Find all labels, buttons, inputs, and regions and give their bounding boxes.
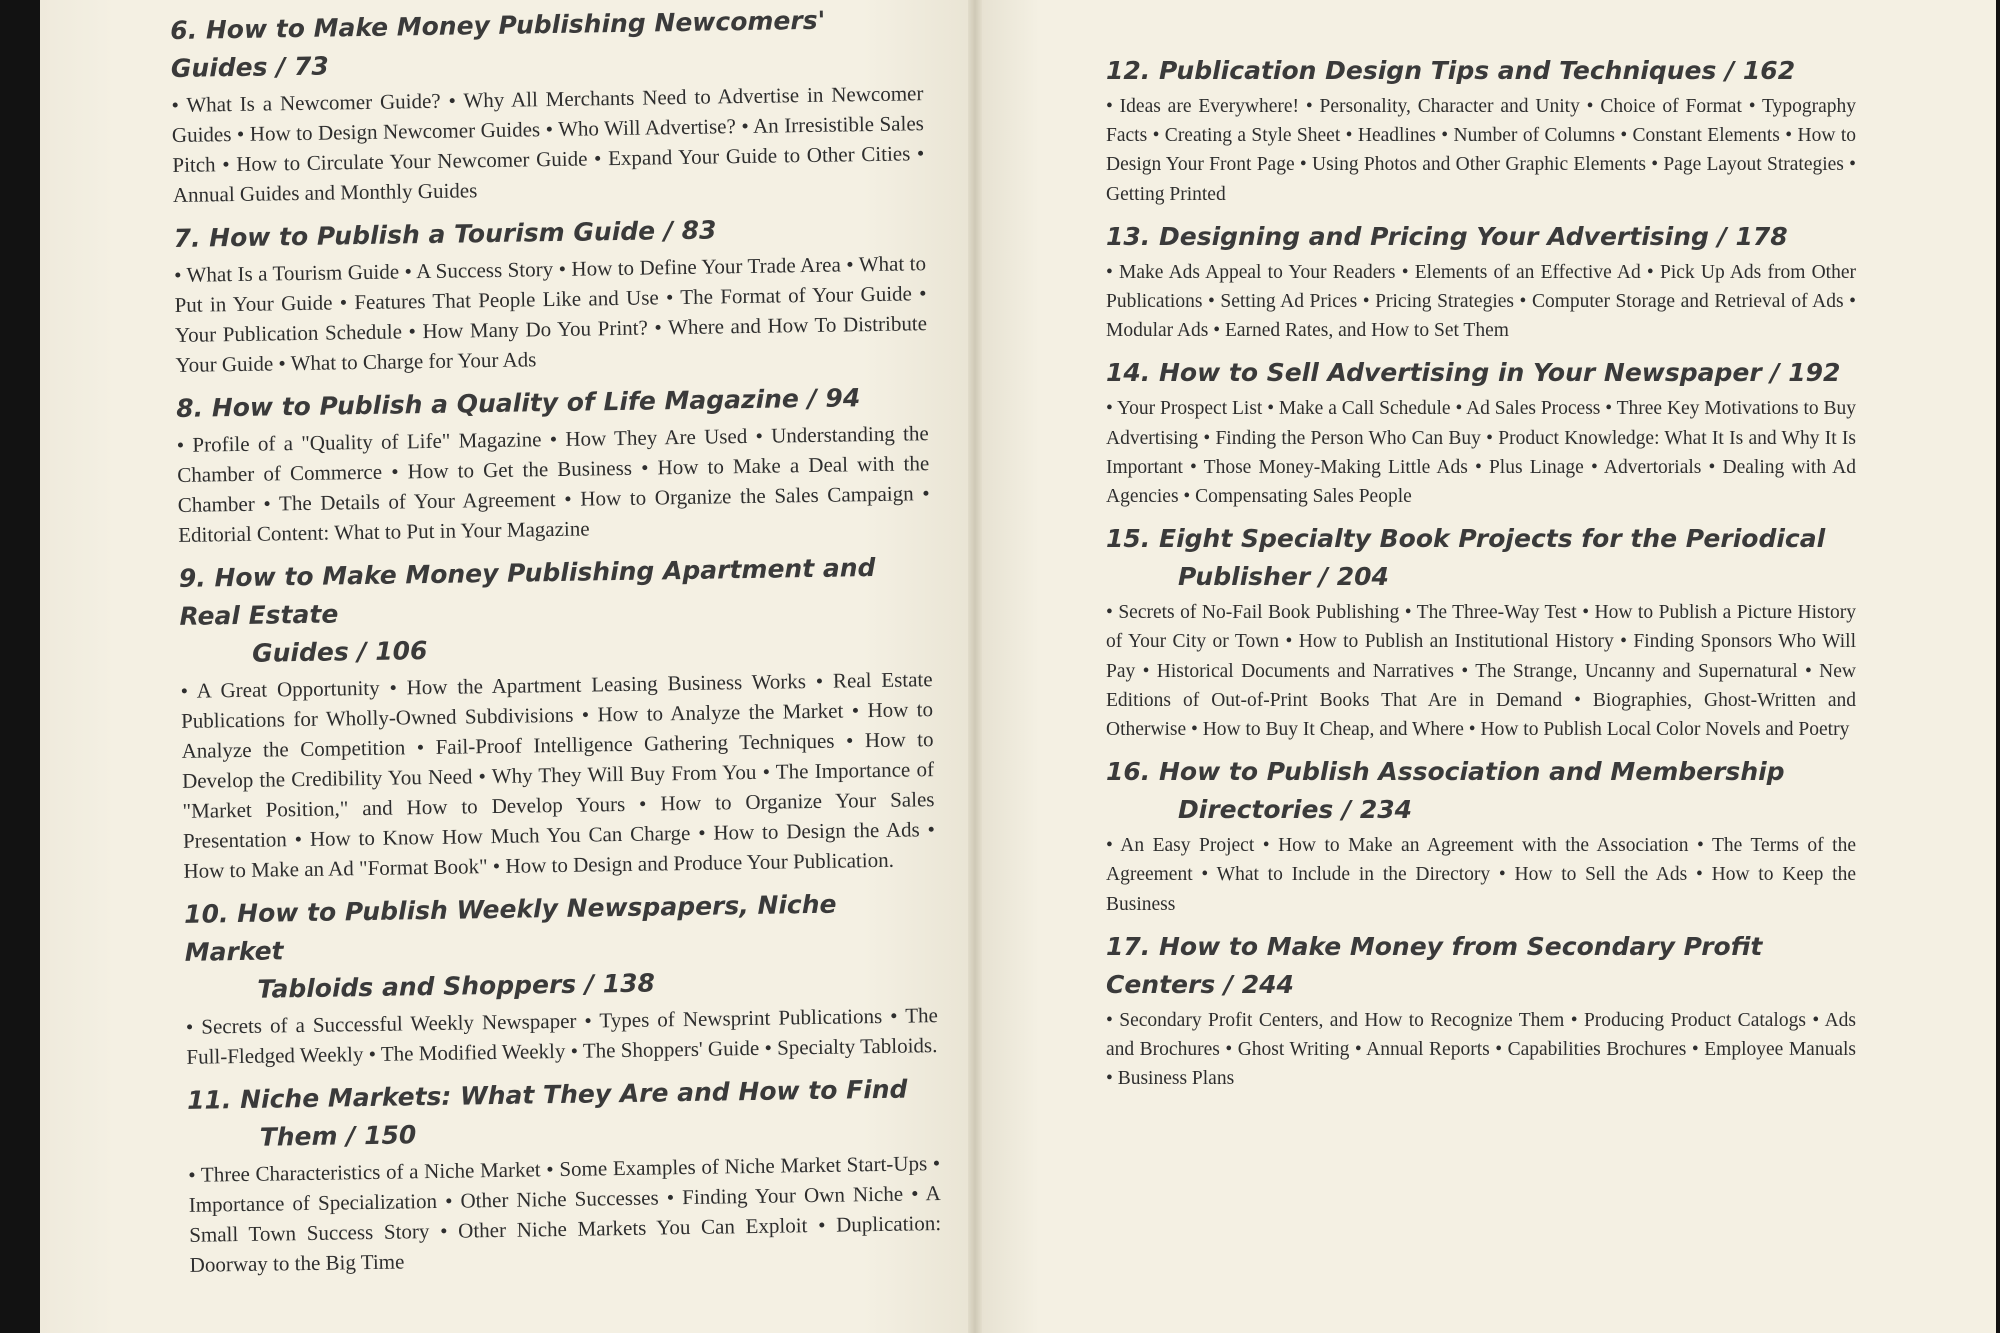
chapter-heading — [1106, 52, 1856, 90]
chapter-title: 12. Publication Design Tips and Techniques / 162 — [1106, 56, 1796, 85]
toc-entry-16 — [1106, 753, 1856, 919]
book-gutter — [968, 0, 982, 1333]
chapter-topics: • Secondary Profit Centers, and How to Recognize Them • Producing Product Catalogs • Ads and Brochures • Ghost Writing • Annual Reports • Capabilities Brochures • Employee Manuals • Business Plans — [1106, 1009, 1856, 1090]
chapter-title: 8. How to Publish a Quality of Life Magazine / 94 — [176, 383, 861, 423]
chapter-title-continued: Them / 150 — [259, 1120, 417, 1152]
toc-entry-12 — [1106, 52, 1856, 209]
chapter-topics: • What Is a Newcomer Guide? • Why All Merchants Need to Advertise in Newcomer Guides • How to Design Newcomer Guides • Who Will Advertise? • An Irresistible Sales Pitch • How to Circulate Your Newcomer Guide • Expand Your Guide to Other Cities • Annual Guides and Monthly Guides — [171, 81, 925, 207]
right-page-contents — [1106, 52, 1856, 1102]
left-page-contents — [170, 0, 942, 1290]
chapter-title: 16. How to Publish Association and Membership — [1106, 757, 1785, 787]
toc-entry-8 — [176, 378, 930, 550]
chapter-heading — [1106, 354, 1856, 392]
chapter-heading — [184, 884, 938, 1010]
chapter-heading — [179, 548, 933, 674]
chapter-heading — [1106, 753, 1856, 829]
chapter-heading — [1106, 520, 1856, 596]
chapter-topics: • What Is a Tourism Guide • A Success Story • How to Define Your Trade Area • What to Put in Your Guide • Features That People Like and Use • The Format of Your Guide • Your Publication Schedule • How Many Do You Print? • Where and How To Distribute Your Guide • What to Charge for Your Ads — [173, 251, 928, 377]
toc-entry-13 — [1106, 218, 1856, 346]
chapter-title: 10. How to Publish Weekly Newspapers, Niche Market — [183, 889, 837, 967]
toc-entry-11 — [187, 1070, 942, 1280]
chapter-title: 9. How to Make Money Publishing Apartment and Real Estate — [178, 552, 876, 631]
chapter-topics: • Three Characteristics of a Niche Market • Some Examples of Niche Market Start-Ups • Importance of Specialization • Other Niche Successes • Finding Your Own Niche • A Small Town Success Story • Other Niche Markets You Can Exploit • Duplication: Doorway to the Big Time — [188, 1151, 942, 1277]
chapter-heading — [170, 0, 923, 88]
chapter-topics: • A Great Opportunity • How the Apartment Leasing Business Works • Real Estate Publications for Wholly-Owned Subdivisions • How to Analyze the Market • How to Analyze the Competition • Fail-Proof Intelligence Gathering Techniques • How to Develop the Credibility You Need • Why They Will Buy From You • The Importance of "Market Position," and How to Develop Yours • How to Organize Your Sales Presentation • How to Know How Much You Can Charge • How to Design the Ads • How to Make an Ad "Format Book" • How to Design and Produce Your Publication. — [180, 667, 936, 883]
chapter-topics: • Make Ads Appeal to Your Readers • Elements of an Effective Ad • Pick Up Ads from Other Publications • Setting Ad Prices • Pricing Strategies • Computer Storage and Retrieval of Ads • Modular Ads • Earned Rates, and How to Set Them — [1106, 261, 1856, 342]
toc-entry-10 — [184, 884, 939, 1072]
chapter-heading — [1106, 928, 1856, 1004]
chapter-topics: • Profile of a "Quality of Life" Magazine • How They Are Used • Understanding the Chamber of Commerce • How to Get the Business • How to Make a Deal with the Chamber • The Details of Your Agreement • How to Organize the Sales Campaign • Editorial Content: What to Put in Your Magazine — [176, 421, 930, 547]
chapter-title: 15. Eight Specialty Book Projects for the Periodical — [1106, 524, 1826, 554]
chapter-title-continued: Publisher / 204 — [1178, 562, 1389, 592]
toc-entry-6 — [170, 0, 925, 210]
chapter-title: 7. How to Publish a Tourism Guide / 83 — [173, 215, 717, 253]
toc-entry-17 — [1106, 928, 1856, 1094]
chapter-heading — [187, 1070, 940, 1158]
chapter-title-continued: Guides / 106 — [251, 636, 428, 668]
chapter-title-continued: Directories / 234 — [1178, 795, 1413, 825]
chapter-heading — [1106, 218, 1856, 256]
chapter-title-continued: Tabloids and Shoppers / 138 — [257, 968, 656, 1004]
chapter-title: 13. Designing and Pricing Your Advertising / 178 — [1106, 221, 1788, 251]
chapter-title: 6. How to Make Money Publishing Newcomers' Guides / 73 — [170, 5, 826, 83]
chapter-title: 17. How to Make Money from Secondary Profit Centers / 244 — [1106, 931, 1763, 999]
chapter-title: 11. Niche Markets: What They Are and How to Find — [186, 1074, 908, 1115]
toc-entry-15 — [1106, 520, 1856, 744]
chapter-topics: • An Easy Project • How to Make an Agreement with the Association • The Terms of the Agreement • What to Include in the Directory • How to Sell the Ads • How to Keep the Business — [1106, 835, 1856, 915]
toc-entry-9 — [179, 548, 936, 886]
toc-entry-7 — [173, 208, 927, 380]
chapter-topics: • Secrets of a Successful Weekly Newspaper • Types of Newsprint Publications • The Full-Fledged Weekly • The Modified Weekly • The Shoppers' Guide • Specialty Tabloids. — [185, 1003, 939, 1069]
chapter-topics: • Secrets of No-Fail Book Publishing • The Three-Way Test • How to Publish a Picture History of Your City or Town • How to Publish an Institutional History • Finding Sponsors Who Will Pay • Historical Documents and Narratives • The Strange, Uncanny and Supernatural • New Editions of Out-of-Print Books That Are in Demand • Biographies, Ghost-Written and Otherwise • How to Buy It Cheap, and Where • How to Publish Local Color Novels and Poetry — [1106, 602, 1856, 741]
chapter-title: 14. How to Sell Advertising in Your Newspaper / 192 — [1106, 358, 1841, 388]
chapter-topics: • Your Prospect List • Make a Call Schedule • Ad Sales Process • Three Key Motivations to Buy Advertising • Finding the Person Who Can Buy • Product Knowledge: What It Is and Why It Is Important • Those Money-Making Little Ads • Plus Linage • Advertorials • Dealing with Ad Agencies • Compensating Sales People — [1106, 398, 1856, 508]
chapter-topics: • Ideas are Everywhere! • Personality, Character and Unity • Choice of Format • Typography Facts • Creating a Style Sheet • Headlines • Number of Columns • Constant Elements • How to Design Your Front Page • Using Photos and Other Graphic Elements • Page Layout Strategies • Getting Printed — [1106, 96, 1856, 205]
toc-entry-14 — [1106, 354, 1856, 511]
